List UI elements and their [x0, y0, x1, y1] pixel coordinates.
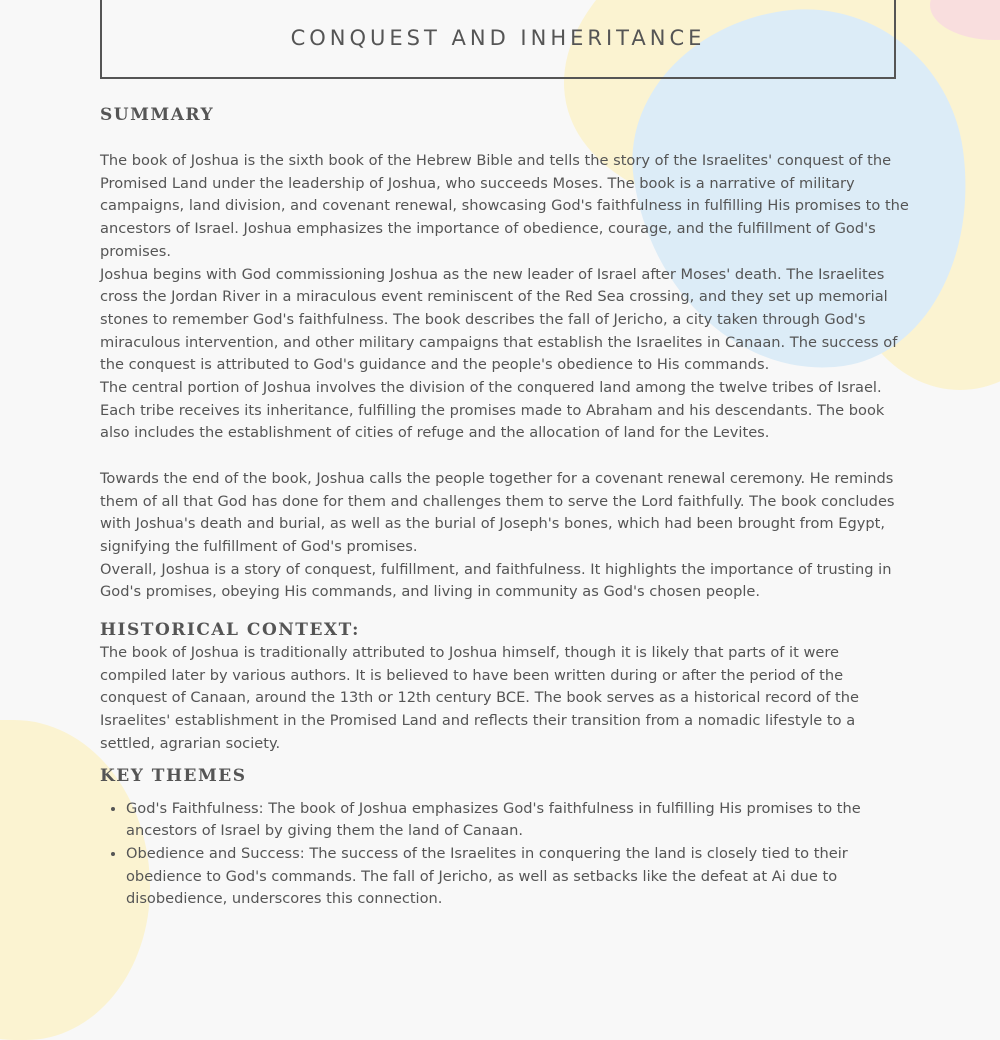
summary-paragraph-2: Joshua begins with God commissioning Joshua as the new leader of Israel after Moses' death. The Israelites cross the Jordan River in a miraculous event reminiscent of the Red Sea crossing, and they set up memorial stones to remember God's faithfulness. The book describes the fall of Jericho, a city taken through God's miraculous intervention, and other military campaigns that establish the Israelites in Canaan. The success of the conquest is attributed to God's guidance and the people's obedience to His commands.	[100, 265, 898, 374]
summary-paragraph-1: The book of Joshua is the sixth book of the Hebrew Bible and tells the story of the Israelites' conquest of the Promised Land under the leadership of Joshua, who succeeds Moses. The book is a narrative of military campaigns, land division, and covenant renewal, showcasing God's faithfulness in fulfilling His promises to the ancestors of Israel. Joshua emphasizes the importance of obedience, courage, and the fulfillment of God's promises.	[100, 152, 909, 260]
summary-heading: SUMMARY	[100, 105, 215, 125]
title-box	[100, 0, 896, 79]
historical-context-heading: HISTORICAL CONTEXT:	[100, 620, 360, 641]
key-themes-list	[100, 798, 910, 912]
key-theme-item: • God's Faithfulness: The book of Joshua emphasizes God's faithfulness in fulfilling His promises to the ancestors of Israel by giving them the land of Canaan.	[126, 798, 910, 843]
paragraph-gap	[100, 445, 910, 468]
summary-paragraph-5: Overall, Joshua is a story of conquest, fulfillment, and faithfulness. It highlights the importance of trusting in God's promises, obeying His commands, and living in community as God's chosen people.	[100, 560, 892, 601]
document-body	[100, 103, 910, 911]
historical-context-text: The book of Joshua is traditionally attributed to Joshua himself, though it is likely that parts of it were compiled later by various authors. It is believed to have been written during or after the period of the conquest of Canaan, around the 13th or 12th century BCE. The book serves as a historical record of the Israelites' establishment in the Promised Land and reflects their transition from a nomadic lifestyle to a settled, agrarian society.	[100, 644, 859, 752]
summary-paragraph-4: Towards the end of the book, Joshua calls the people together for a covenant renewal ceremony. He reminds them of all that God has done for them and challenges them to serve the Lord faithfully. The book concludes with Joshua's death and burial, as well as the burial of Joseph's bones, which had been brought from Egypt, signifying the fulfillment of God's promises.	[100, 469, 895, 555]
page-title: CONQUEST AND INHERITANCE	[290, 25, 706, 50]
key-theme-item: • Obedience and Success: The success of the Israelites in conquering the land is closely tied to their obedience to God's commands. The fall of Jericho, as well as setbacks like the defeat at Ai due to disobedience, underscores this connection.	[126, 843, 910, 911]
summary-paragraph-3: The central portion of Joshua involves the division of the conquered land among the twelve tribes of Israel. Each tribe receives its inheritance, fulfilling the promises made to Abraham and his descendants. The book also includes the establishment of cities of refuge and the allocation of land for the Levites.	[100, 379, 885, 442]
key-themes-heading: KEY THEMES	[100, 765, 247, 786]
